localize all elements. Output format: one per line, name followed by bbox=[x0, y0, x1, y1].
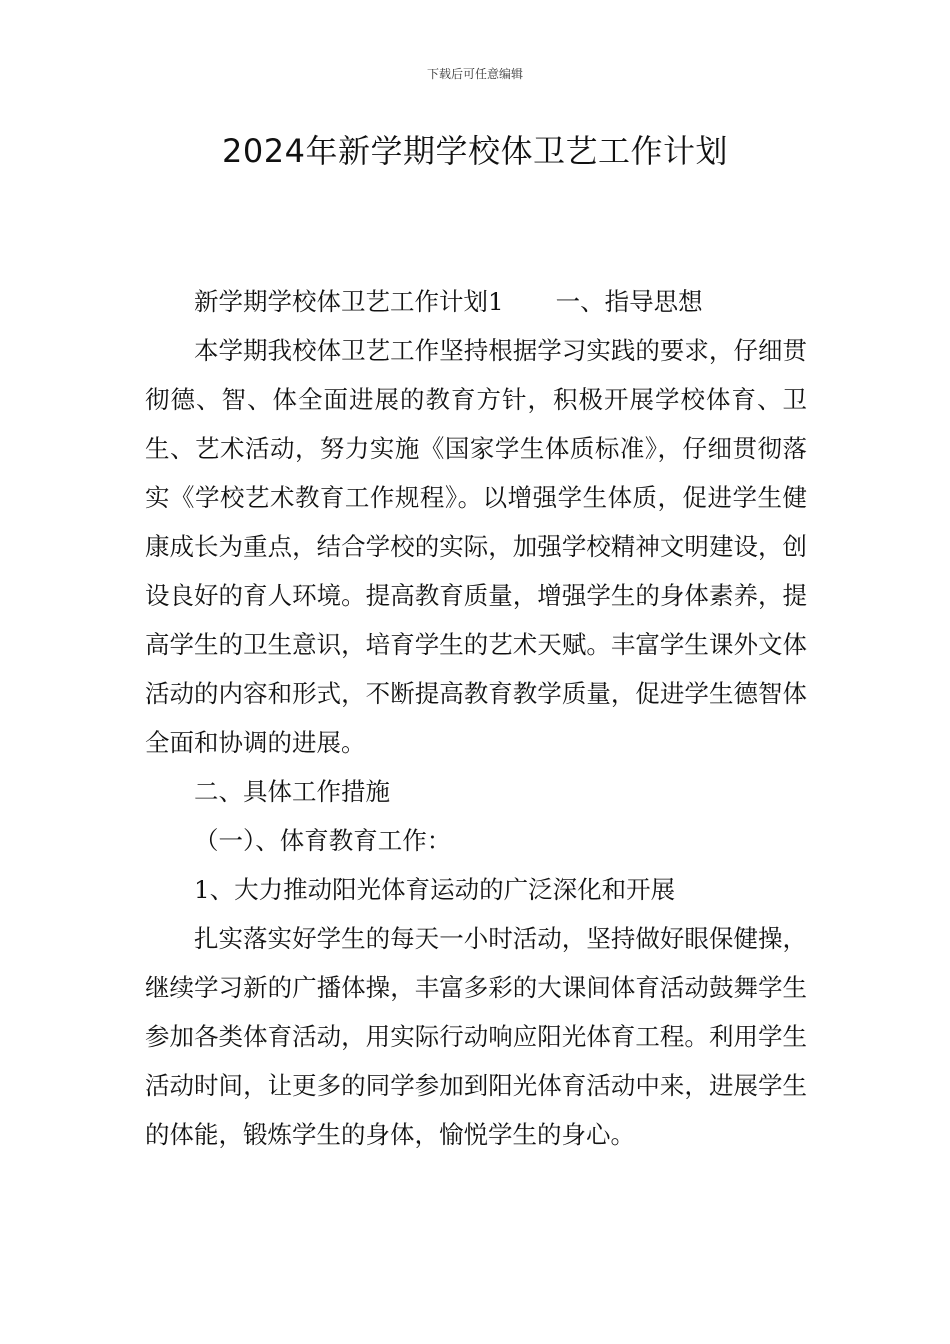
document-title: 2024年新学期学校体卫艺工作计划 bbox=[222, 132, 728, 170]
item1-paragraph: 扎实落实好学生的每天一小时活动，坚持做好眼保健操，继续学习新的广播体操，丰富多彩的大课间体育活动鼓舞学生参加各类体育活动，用实际行动响应阳光体育工程。利用学生活动时间，让更多的同学参加到阳光体育活动中来，进展学生的体能，锻炼学生的身体，愉悦学生的身心。 bbox=[145, 924, 807, 1149]
sub1-heading: （一）、体育教育工作： bbox=[194, 826, 452, 855]
intro-line bbox=[145, 277, 807, 326]
item1-heading: 1、大力推动阳光体育运动的广泛深化和开展 bbox=[194, 875, 676, 904]
guiding-paragraph: 本学期我校体卫艺工作坚持根据学习实践的要求，仔细贯彻德、智、体全面进展的教育方针，积极开展学校体育、卫生、艺术活动，努力实施《国家学生体质标准》，仔细贯彻落实《学校艺术教育工作规程》。以增强学生体质，促进学生健康成长为重点，结合学校的实际，加强学校精神文明建设，创设良好的育人环境。提高教育质量，增强学生的身体素养，提高学生的卫生意识，培育学生的艺术天赋。丰富学生课外文体活动的内容和形式，不断提高教育教学质量，促进学生德智体全面和协调的进展。 bbox=[145, 336, 807, 757]
section2-heading: 二、具体工作措施 bbox=[194, 777, 390, 806]
document-body bbox=[145, 277, 807, 1159]
header-note: 下载后可任意编辑 bbox=[426, 67, 523, 81]
section1-heading: 一、指导思想 bbox=[555, 287, 703, 316]
plan-label: 新学期学校体卫艺工作计划1 bbox=[194, 287, 504, 316]
